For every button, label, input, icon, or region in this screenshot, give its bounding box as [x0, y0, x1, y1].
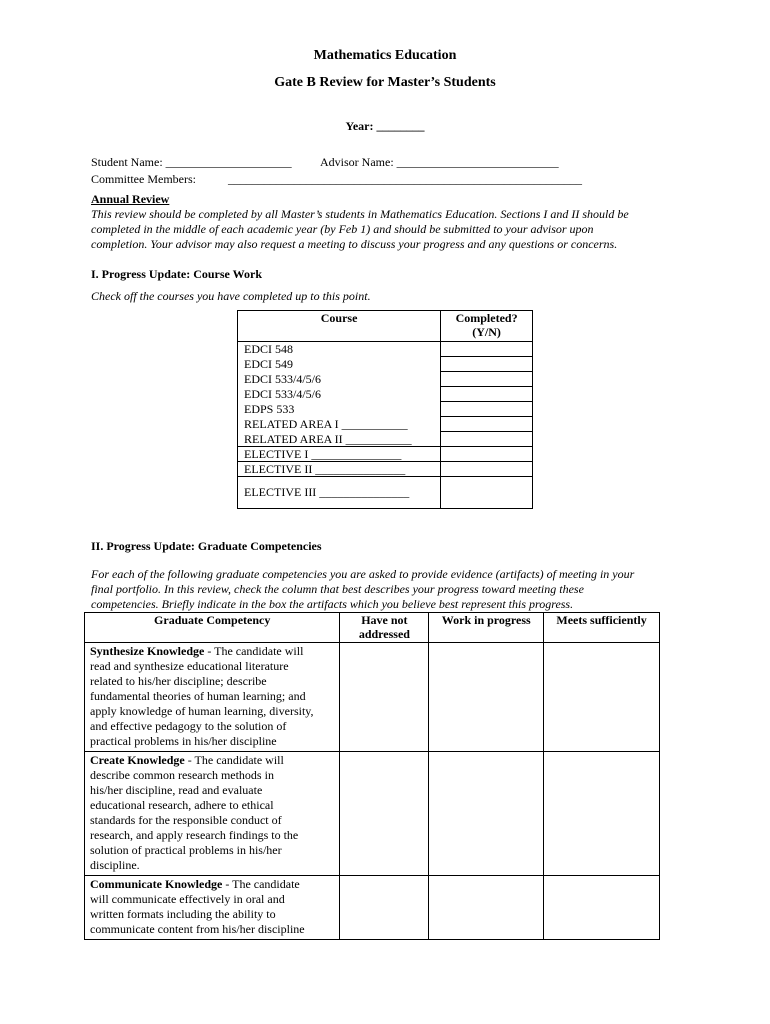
year-field[interactable]: Year: ________	[345, 119, 425, 133]
not-addressed-cell[interactable]	[340, 643, 429, 752]
course-name: EDCI 548	[238, 342, 441, 357]
competency-row	[85, 752, 660, 876]
course-column-header: Course	[238, 311, 441, 342]
competency-description	[85, 876, 340, 940]
text-line: - The candidate will	[184, 753, 284, 767]
text-line: completion. Your advisor may also request a meeting to discuss your progress and any questions or concerns.	[91, 237, 618, 251]
course-name: EDCI 533/4/5/6	[238, 372, 441, 387]
page-title: Mathematics Education	[313, 48, 457, 63]
completed-cell[interactable]	[441, 372, 533, 387]
completed-cell[interactable]	[441, 357, 533, 372]
header-line: Have not	[361, 613, 408, 627]
course-name: ELECTIVE II _______________	[238, 462, 441, 477]
not-addressed-cell[interactable]	[340, 876, 429, 940]
text-line: discipline.	[90, 858, 140, 872]
text-line: related to his/her discipline; describe	[90, 674, 267, 688]
completed-cell[interactable]	[441, 477, 533, 509]
completed-cell[interactable]	[441, 342, 533, 357]
text-line: his/her discipline, read and evaluate	[90, 783, 263, 797]
course-name: RELATED AREA I ___________	[238, 417, 441, 432]
completed-header-line: (Y/N)	[472, 325, 501, 339]
completed-header-line: Completed?	[455, 311, 518, 325]
text-line: practical problems in his/her discipline	[90, 734, 277, 748]
completed-cell[interactable]	[441, 462, 533, 477]
text-line: research, and apply research findings to the	[90, 828, 299, 842]
competency-description	[85, 752, 340, 876]
committee-label: Committee Members:	[91, 172, 196, 186]
annual-review-text	[91, 207, 629, 252]
section2-heading: II. Progress Update: Graduate Competencies	[91, 539, 322, 553]
text-line: apply knowledge of human learning, diversity,	[90, 704, 314, 718]
committee-members-field[interactable]: ___________________________________________________________	[228, 172, 582, 186]
page-subtitle: Gate B Review for Master’s Students	[274, 75, 496, 90]
text-line: describe common research methods in	[90, 768, 274, 782]
text-line: This review should be completed by all Master’s students in Mathematics Education. Sections I and II should be	[91, 207, 629, 221]
sufficient-cell[interactable]	[544, 876, 660, 940]
completed-cell[interactable]	[441, 387, 533, 402]
section1-instruction: Check off the courses you have completed up to this point.	[91, 289, 371, 303]
sufficient-column-header: Meets sufficiently	[544, 613, 660, 643]
text-line: For each of the following graduate competencies you are asked to provide evidence (artifacts) of meeting in your	[91, 567, 635, 581]
in-progress-cell[interactable]	[429, 876, 544, 940]
competency-column-header: Graduate Competency	[85, 613, 340, 643]
in-progress-cell[interactable]	[429, 643, 544, 752]
completed-cell[interactable]	[441, 432, 533, 447]
competency-name: Synthesize Knowledge	[90, 644, 205, 658]
course-name: EDCI 549	[238, 357, 441, 372]
student-name-field[interactable]: Student Name: _____________________	[91, 155, 292, 169]
course-name: EDCI 533/4/5/6	[238, 387, 441, 402]
competency-name: Create Knowledge	[90, 753, 185, 767]
text-line: standards for the responsible conduct of	[90, 813, 282, 827]
section1-heading: I. Progress Update: Course Work	[91, 267, 262, 281]
competency-row	[85, 643, 660, 752]
text-line: competencies. Briefly indicate in the box the artifacts which you believe best represent this progress.	[91, 597, 574, 611]
text-line: final portfolio. In this review, check the column that best describes your progress toward meeting these	[91, 582, 584, 596]
course-name: ELECTIVE I _______________	[238, 447, 441, 462]
section2-instructions	[91, 567, 634, 612]
text-line: - The candidate	[222, 877, 300, 891]
text-line: will communicate effectively in oral and	[90, 892, 285, 906]
text-line: solution of practical problems in his/her	[90, 843, 282, 857]
header-line: addressed	[358, 627, 410, 641]
text-line: written formats including the ability to	[90, 907, 276, 921]
completed-cell[interactable]	[441, 447, 533, 462]
not-addressed-column-header	[340, 613, 429, 643]
competency-table	[84, 612, 660, 940]
course-name: EDPS 533	[238, 402, 441, 417]
in-progress-column-header: Work in progress	[429, 613, 544, 643]
text-line: educational research, adhere to ethical	[90, 798, 274, 812]
text-line: completed in the middle of each academic year (by Feb 1) and should be submitted to your advisor upon	[91, 222, 594, 236]
completed-column-header	[441, 311, 533, 342]
completed-cell[interactable]	[441, 402, 533, 417]
competency-row	[85, 876, 660, 940]
text-line: and effective pedagogy to the solution of	[90, 719, 287, 733]
text-line: communicate content from his/her discipline	[90, 922, 305, 936]
course-table	[237, 310, 533, 509]
in-progress-cell[interactable]	[429, 752, 544, 876]
advisor-name-field[interactable]: Advisor Name: ___________________________	[320, 155, 559, 169]
competency-name: Communicate Knowledge	[90, 877, 223, 891]
text-line: read and synthesize educational literature	[90, 659, 289, 673]
text-line: - The candidate will	[204, 644, 304, 658]
completed-cell[interactable]	[441, 417, 533, 432]
competency-description	[85, 643, 340, 752]
course-name: ELECTIVE III _______________	[238, 477, 441, 509]
annual-review-heading: Annual Review	[91, 192, 170, 206]
course-name: RELATED AREA II ___________	[238, 432, 441, 447]
sufficient-cell[interactable]	[544, 752, 660, 876]
sufficient-cell[interactable]	[544, 643, 660, 752]
not-addressed-cell[interactable]	[340, 752, 429, 876]
text-line: fundamental theories of human learning; and	[90, 689, 306, 703]
